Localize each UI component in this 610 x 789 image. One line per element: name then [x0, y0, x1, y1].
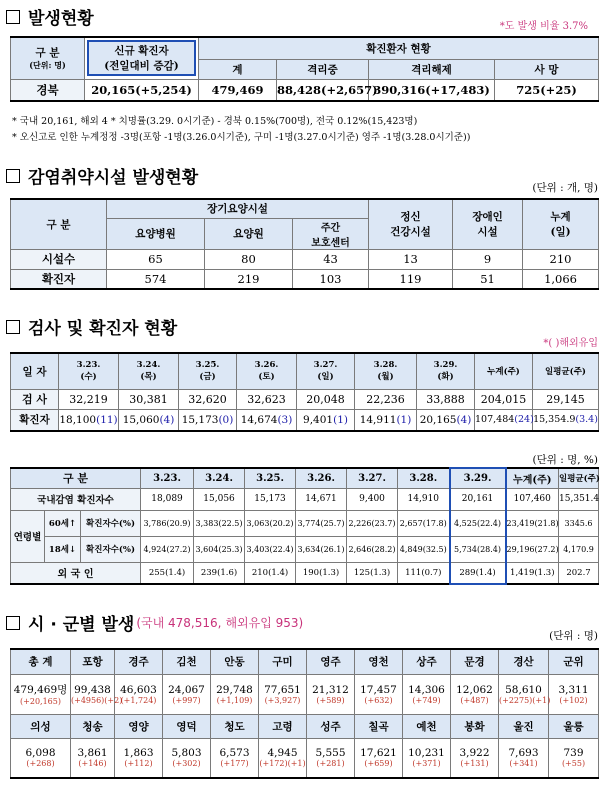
header-date-col: 3.25. (금) [179, 353, 237, 389]
cell: 15,351.4 [559, 488, 599, 510]
header-date-col-highlight: 3.29. [450, 468, 506, 488]
cell: 18,089 [141, 488, 194, 510]
cell: 32,623 [237, 389, 297, 409]
region-name: 예천 [403, 714, 451, 738]
deaths-value: 725(+25) [495, 79, 599, 101]
region-change: (+4956)(+2) [71, 695, 123, 705]
row-label-facilities: 시설수 [11, 249, 107, 269]
region-value [11, 738, 71, 778]
region-name: 울진 [499, 714, 549, 738]
cell: 4,924(27.2) [141, 536, 194, 562]
cell: 43 [293, 249, 369, 269]
cell: 119 [369, 269, 453, 289]
region-value [499, 674, 549, 714]
region-name: 상주 [403, 649, 451, 674]
region-change: (+749) [412, 695, 441, 705]
region-total: 17,457 [360, 683, 397, 696]
row-label-confirmed-pct: 확진자수(%) [81, 510, 141, 536]
header-date-col: 3.24. (목) [119, 353, 179, 389]
cell: 29,145 [533, 389, 599, 409]
row-label-domestic: 국내감염 확진자수 [11, 488, 141, 510]
region-change: (+1,109) [216, 695, 253, 705]
header-date-col: 3.24. [194, 468, 245, 488]
cell: 33,888 [417, 389, 475, 409]
header-disabled: 장애인 시설 [453, 199, 523, 249]
cell: 3,604(25.3) [194, 536, 245, 562]
region-value [403, 738, 451, 778]
region-change: (+55) [561, 759, 586, 769]
header-date-col: 3.25. [245, 468, 296, 488]
cell: 4,525(22.4) [450, 510, 506, 536]
header-gubun: 구 분 [11, 468, 141, 488]
region-change: (+997) [172, 695, 201, 705]
cell: 14,910 [398, 488, 450, 510]
region-change: (+131) [460, 759, 489, 769]
new-confirmed-value: 20,165(+5,254) [85, 79, 199, 101]
region-value [403, 674, 451, 714]
region-change: (+371) [412, 759, 441, 769]
cell: 3,383(22.5) [194, 510, 245, 536]
row-label-confirmed: 확진자 [11, 409, 59, 431]
region-name: 성주 [307, 714, 355, 738]
region-name: 경산 [499, 649, 549, 674]
cell: 2,226(23.7) [347, 510, 398, 536]
cell: 239(1.6) [194, 562, 245, 584]
header-nursing-home: 요양원 [205, 218, 293, 249]
header-new-confirmed: 신규 확진자 (전일대비 증감) [87, 40, 196, 76]
region-change: (+341) [509, 759, 538, 769]
header-date-col: 3.29. (화) [417, 353, 475, 389]
cell: 103 [293, 269, 369, 289]
cell: 20,048 [297, 389, 355, 409]
row-label-tests: 검 사 [11, 389, 59, 409]
header-date-col: 3.23. (수) [59, 353, 119, 389]
region-total: 479,469명 [13, 684, 68, 696]
cell: 14,671 [296, 488, 347, 510]
cell: 3,634(26.1) [296, 536, 347, 562]
region-total: 46,603 [120, 683, 157, 696]
cell: 2,657(17.8) [398, 510, 450, 536]
region-value [355, 674, 403, 714]
region-value [451, 674, 499, 714]
region-name: 영덕 [163, 714, 211, 738]
header-daily-average: 일평균(주) [559, 468, 599, 488]
region-change: (+102) [559, 695, 588, 705]
cell: 107,484(24) [475, 409, 533, 431]
region-value [549, 674, 599, 714]
region-total: 4,945 [267, 747, 298, 760]
region-value [499, 738, 549, 778]
region-name: 청송 [71, 714, 115, 738]
region-value [71, 738, 115, 778]
cell: 15,173 [245, 488, 296, 510]
unit-note: (단위 : 개, 명) [532, 182, 598, 194]
cell: 1,066 [523, 269, 599, 289]
cell: 204,015 [475, 389, 533, 409]
region-change: (+20,165) [20, 697, 61, 706]
header-date-col: 3.28. (월) [355, 353, 417, 389]
cell: 14,911(1) [355, 409, 417, 431]
region-total: 14,306 [408, 683, 445, 696]
checkbox-square-icon [6, 10, 20, 24]
header-daily-average: 일평균(주) [533, 353, 599, 389]
cell: 4,170.9 [559, 536, 599, 562]
cell: 9,400 [347, 488, 398, 510]
total-value: 479,469 [199, 79, 277, 101]
header-date-col: 3.26. (토) [237, 353, 297, 389]
section-title-tests: 검사 및 확진자 현황 [6, 314, 177, 339]
region-value [115, 674, 163, 714]
region-value [211, 674, 259, 714]
region-table [10, 648, 599, 779]
region-total: 5,555 [315, 747, 346, 760]
cell: 22,236 [355, 389, 417, 409]
cell: 289(1.4) [450, 562, 506, 584]
region-total: 58,610 [505, 683, 542, 696]
unit-note: (단위 : 명) [549, 630, 598, 642]
checkbox-square-icon [6, 616, 20, 630]
header-mental-health: 정신 건강시설 [369, 199, 453, 249]
row-label-gyeongbuk: 경북 [11, 79, 85, 101]
header-isolating: 격리중 [277, 59, 369, 79]
region-total: 3,311 [558, 683, 589, 696]
cell: 29,196(27.2) [506, 536, 559, 562]
region-value [163, 674, 211, 714]
cell: 15,354.9(3.4) [533, 409, 599, 431]
region-total: 3,861 [77, 747, 108, 760]
row-label-foreigner: 외 국 인 [11, 562, 141, 584]
cell: 30,381 [119, 389, 179, 409]
region-name: 경주 [115, 649, 163, 674]
row-label-18minus: 18세↓ [45, 536, 81, 562]
region-change: (+632) [364, 695, 393, 705]
cell: 18,100(11) [59, 409, 119, 431]
header-daycare: 주간 보호센터 [293, 218, 369, 249]
region-name: 의성 [11, 714, 71, 738]
region-change: (+302) [172, 759, 201, 769]
vulnerable-facilities-table [10, 198, 599, 290]
region-total: 3,922 [459, 747, 490, 760]
cell: 32,620 [179, 389, 237, 409]
region-total: 77,651 [264, 683, 301, 696]
cell: 14,674(3) [237, 409, 297, 431]
region-total: 6,573 [219, 747, 250, 760]
region-change: (+177) [220, 759, 249, 769]
region-total: 99,438 [74, 683, 111, 696]
cell: 202.7 [559, 562, 599, 584]
cell: 2,646(28.2) [347, 536, 398, 562]
cell: 13 [369, 249, 453, 269]
header-deaths: 사 망 [495, 59, 599, 79]
occurrence-table [10, 36, 599, 102]
header-gubun: 구 분 [11, 199, 107, 249]
section-title-by-region: 시 · 군별 발생 (국내 478,516, 해외유입 953) [6, 610, 303, 635]
region-value [11, 674, 71, 714]
cell: 574 [107, 269, 205, 289]
cell: 15,060(4) [119, 409, 179, 431]
cell: 32,219 [59, 389, 119, 409]
checkbox-square-icon [6, 169, 20, 183]
region-change: (+172)(+1) [259, 759, 306, 769]
region-total: 6,098 [25, 747, 56, 760]
region-value [355, 738, 403, 778]
header-date-col: 3.23. [141, 468, 194, 488]
cell: 15,056 [194, 488, 245, 510]
header-date: 일 자 [11, 353, 59, 389]
region-value [549, 738, 599, 778]
region-value [211, 738, 259, 778]
region-total: 24,067 [168, 683, 205, 696]
row-label-confirmed-pct: 확진자수(%) [81, 536, 141, 562]
header-total: 계 [199, 59, 277, 79]
cell: 3,403(22.4) [245, 536, 296, 562]
note-fatality: * 국내 20,161, 해외 4 * 치명률(3.29. 0시기준) - 경북 0.15%(700명), 전국 0.12%(15,423명) [12, 116, 418, 127]
region-name: 총 계 [11, 649, 71, 674]
region-change: (+112) [124, 759, 153, 769]
region-value [259, 674, 307, 714]
cell: 4,849(32.5) [398, 536, 450, 562]
region-name: 구미 [259, 649, 307, 674]
cell: 3345.6 [559, 510, 599, 536]
region-change: (+268) [26, 759, 55, 769]
region-change: (+146) [78, 759, 107, 769]
isolating-value: 88,428(+2,657) [277, 79, 369, 101]
region-value [307, 738, 355, 778]
cell: 125(1.3) [347, 562, 398, 584]
region-total: 7,693 [508, 747, 539, 760]
region-value [259, 738, 307, 778]
header-date-col: 3.28. [398, 468, 450, 488]
region-change: (+589) [316, 695, 345, 705]
header-confirmed-status: 확진환자 현황 [199, 37, 599, 59]
cell: 3,786(20.9) [141, 510, 194, 536]
cell: 5,734(28.4) [450, 536, 506, 562]
region-name: 고령 [259, 714, 307, 738]
overseas-total: 해외유입 953) [225, 616, 304, 630]
region-value [115, 738, 163, 778]
row-label-60plus: 60세↑ [45, 510, 81, 536]
cell: 219 [205, 269, 293, 289]
cell: 1,419(1.3) [506, 562, 559, 584]
cell: 210(1.4) [245, 562, 296, 584]
cell: 9 [453, 249, 523, 269]
cell: 3,063(20.2) [245, 510, 296, 536]
note-correction: * 오신고로 인한 누계정정 -3명(포항 -1명(3.26.0시기준), 구미 -1명(3.27.0시기준) 영주 -1명(3.28.0시기준)) [12, 132, 471, 143]
row-label-age: 연령별 [11, 510, 45, 562]
header-gubun: 구 분 (단위: 명) [11, 37, 85, 79]
region-change: (+659) [364, 759, 393, 769]
region-name: 군위 [549, 649, 599, 674]
region-name: 안동 [211, 649, 259, 674]
header-cumulative: 누계(주) [475, 353, 533, 389]
row-label-confirmed: 확진자 [11, 269, 107, 289]
cell: 255(1.4) [141, 562, 194, 584]
cell: 9,401(1) [297, 409, 355, 431]
header-cumulative: 누계(주) [506, 468, 559, 488]
region-name: 포항 [71, 649, 115, 674]
header-date-col: 3.27. (일) [297, 353, 355, 389]
region-name: 영주 [307, 649, 355, 674]
region-value [451, 738, 499, 778]
unit-note: (단위 : 명, %) [532, 454, 598, 466]
region-total: 17,621 [360, 747, 397, 760]
cell: 51 [453, 269, 523, 289]
cell: 190(1.3) [296, 562, 347, 584]
cell: 65 [107, 249, 205, 269]
region-value [163, 738, 211, 778]
region-value [71, 674, 123, 714]
released-value: 390,316(+17,483) [369, 79, 495, 101]
header-date-col: 3.27. [347, 468, 398, 488]
region-total: 12,062 [456, 683, 493, 696]
region-change: (+281) [316, 759, 345, 769]
region-change: (+3,927) [264, 695, 301, 705]
cell: 20,161 [450, 488, 506, 510]
region-change: (+2275)(+1) [499, 695, 551, 705]
region-total: 5,803 [171, 747, 202, 760]
checkbox-square-icon [6, 320, 20, 334]
region-name: 김천 [163, 649, 211, 674]
header-released: 격리해제 [369, 59, 495, 79]
region-name: 봉화 [451, 714, 499, 738]
region-total: 29,748 [216, 683, 253, 696]
header-nursing-hospital: 요양병원 [107, 218, 205, 249]
cell: 107,460 [506, 488, 559, 510]
region-total: 1,863 [123, 747, 154, 760]
region-change: (+487) [460, 695, 489, 705]
header-long-term-care: 장기요양시설 [107, 199, 369, 218]
region-value [307, 674, 355, 714]
header-cumulative: 누계 (일) [523, 199, 599, 249]
region-name: 청도 [211, 714, 259, 738]
region-name: 칠곡 [355, 714, 403, 738]
header-date-col: 3.26. [296, 468, 347, 488]
region-name: 영천 [355, 649, 403, 674]
region-change: (+1,724) [120, 695, 157, 705]
overseas-note: *( )해외유입 [543, 338, 598, 349]
region-total: 10,231 [408, 747, 445, 760]
region-name: 영양 [115, 714, 163, 738]
region-total: 739 [563, 747, 584, 760]
cell: 80 [205, 249, 293, 269]
cell: 3,774(25.7) [296, 510, 347, 536]
domestic-total: (국내 478,516, [136, 616, 222, 630]
cell: 20,165(4) [417, 409, 475, 431]
section-title-occurrence: 발생현황 [6, 4, 94, 29]
cell: 23,419(21.8) [506, 510, 559, 536]
region-total: 21,312 [312, 683, 349, 696]
section-title-vulnerable-facilities: 감염취약시설 발생현황 [6, 163, 198, 188]
cell: 210 [523, 249, 599, 269]
ratio-note: *도 발생 비율 3.7% [499, 21, 588, 32]
age-table [10, 467, 599, 585]
tests-table [10, 352, 599, 432]
cell: 15,173(0) [179, 409, 237, 431]
region-name: 울릉 [549, 714, 599, 738]
cell: 111(0.7) [398, 562, 450, 584]
region-name: 문경 [451, 649, 499, 674]
